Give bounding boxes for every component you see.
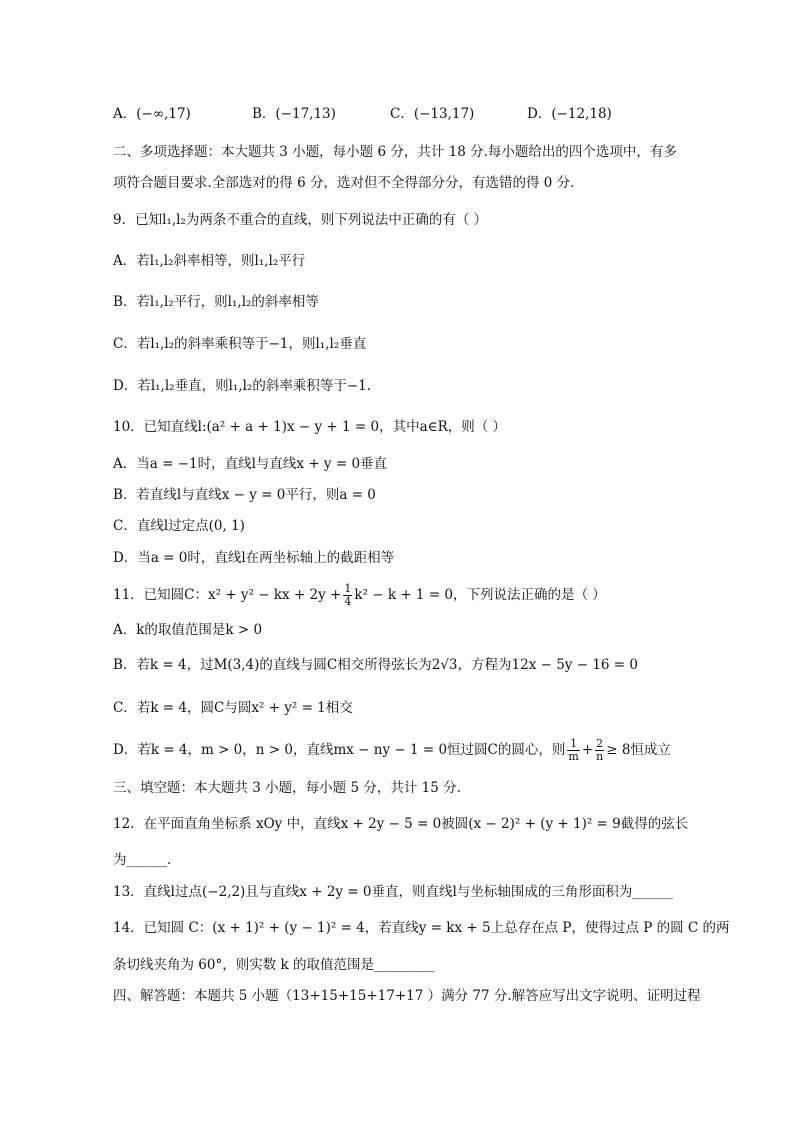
q9-option-a: A．若l₁,l₂斜率相等，则l₁,l₂平行 — [113, 253, 306, 269]
q8-option-b: B．(−17,13) — [252, 106, 336, 122]
q11-option-d-pre: D．若k = 4，m > 0，n > 0，直线mx − ny − 1 = 0恒过圆C的圆心，则 — [113, 742, 566, 758]
q14-line1: 14．已知圆 C：(x + 1)² + (y − 1)² = 4，若直线y = kx + 5上总存在点 P，使得过点 P 的圆 C 的两 — [113, 920, 730, 936]
q9-stem: 9．已知l₁,l₂为两条不重合的直线，则下列说法中正确的有（ ） — [113, 212, 488, 228]
q11-option-c: C．若k = 4，圆C与圆x² + y² = 1相交 — [113, 700, 353, 716]
q11-d-fraction-2 — [595, 738, 604, 763]
q11-frac-den: 4 — [344, 595, 352, 608]
q11-d-fraction-1 — [567, 738, 579, 763]
q9-option-c: C．若l₁,l₂的斜率乘积等于−1，则l₁,l₂垂直 — [113, 336, 367, 352]
q14-line2: 条切线夹角为 60°，则实数 k 的取值范围是_________ — [113, 957, 435, 973]
q11-d-f2-num: 2 — [596, 737, 604, 750]
section2-heading-line1: 二、多项选择题：本大题共 3 小题，每小题 6 分，共计 18 分.每小题给出的四个选项中，有多 — [113, 144, 677, 160]
q11-fraction — [343, 583, 352, 608]
q12-line1: 12．在平面直角坐标系 xOy 中，直线x + 2y − 5 = 0被圆(x − 2)² + (y + 1)² = 9截得的弦长 — [113, 816, 689, 832]
q10-option-d: D．当a = 0时，直线l在两坐标轴上的截距相等 — [113, 550, 395, 566]
section2-heading-line2: 项符合题目要求.全部选对的得 6 分，选对但不全得部分分，有选错的得 0 分. — [113, 175, 575, 191]
q11-d-f2-den: n — [596, 750, 604, 763]
q10-option-a: A．当a = −1时，直线l与直线x + y = 0垂直 — [113, 456, 388, 472]
q9-option-d: D．若l₁,l₂垂直，则l₁,l₂的斜率乘积等于−1. — [113, 378, 372, 394]
q12-line2: 为______. — [113, 852, 172, 868]
section3-heading: 三、填空题：本大题共 3 小题，每小题 5 分，共计 15 分. — [113, 780, 461, 796]
q11-stem — [113, 583, 606, 608]
q11-option-d-post: ≥ 8恒成立 — [606, 742, 671, 758]
q10-option-c: C．直线l过定点(0, 1) — [113, 518, 245, 534]
q11-stem-post: k² − k + 1 = 0，下列说法正确的是（ ） — [354, 587, 606, 603]
q11-d-f1-den: m — [568, 750, 579, 763]
q10-stem: 10．已知直线l:(a² + a + 1)x − y + 1 = 0，其中a∈R，则（ ） — [113, 419, 507, 435]
q11-frac-num: 1 — [344, 582, 352, 595]
q10-option-b: B．若直线l与直线x − y = 0平行，则a = 0 — [113, 487, 376, 503]
q8-option-a: A．(−∞,17) — [113, 106, 191, 122]
q11-d-f1-num: 1 — [567, 738, 579, 751]
q11-option-b: B．若k = 4，过M(3,4)的直线与圆C相交所得弦长为2√3，方程为12x − 5y − 16 = 0 — [113, 657, 638, 673]
q9-option-b: B．若l₁,l₂平行，则l₁,l₂的斜率相等 — [113, 294, 319, 310]
section4-heading: 四、解答题：本题共 5 小题（13+15+15+17+17 ）满分 77 分.解答应写出文字说明、证明过程 — [113, 988, 701, 1004]
q13-line: 13．直线l过点(−2,2)且与直线x + 2y = 0垂直，则直线l与坐标轴围成的三角形面积为______ — [113, 884, 673, 900]
q8-option-d: D．(−12,18) — [527, 106, 612, 122]
q11-option-d — [113, 738, 671, 763]
q11-option-a: A．k的取值范围是k > 0 — [113, 622, 263, 638]
q11-stem-pre: 11．已知圆C：x² + y² − kx + 2y + — [113, 587, 342, 603]
q8-option-c: C．(−13,17) — [390, 106, 475, 122]
q11-d-plus: + — [581, 742, 594, 758]
